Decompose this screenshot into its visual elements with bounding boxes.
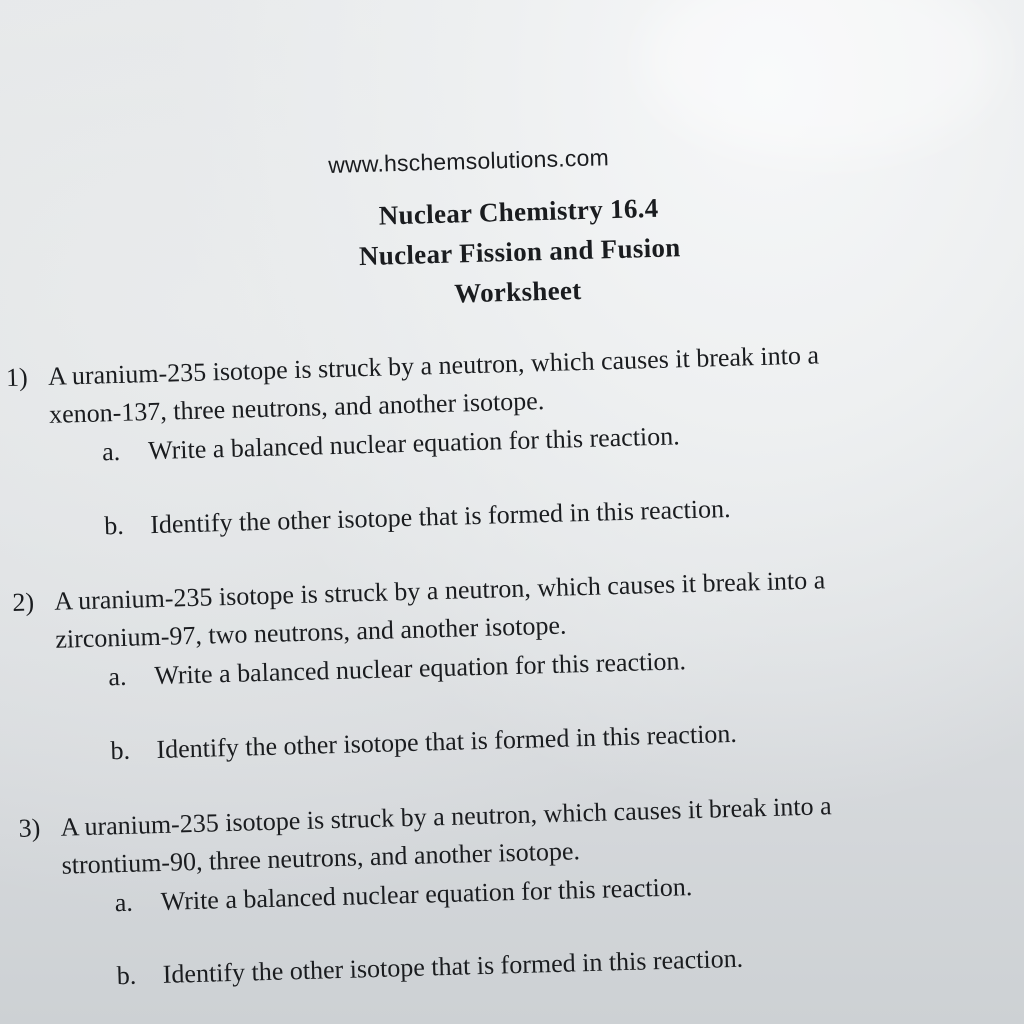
question-text-line1: A uranium-235 isotope is struck by a neutron, which causes it break into a: [53, 565, 826, 616]
question-number: 3): [18, 813, 41, 843]
part-letter: b.: [110, 735, 131, 766]
part-letter: b.: [103, 510, 125, 541]
question-number: 2): [11, 587, 35, 617]
website-url: www.hschemsolutions.com: [327, 144, 610, 178]
question-text-line2: xenon-137, three neutrons, and another isotope.: [48, 386, 545, 429]
part-letter: a.: [114, 887, 134, 918]
worksheet-title: Nuclear Chemistry 16.4: [378, 192, 659, 231]
question-number: 1): [5, 362, 29, 393]
part-text: Identify the other isotope that is formed in this reaction.: [162, 943, 744, 989]
part-letter: a.: [101, 436, 121, 467]
part-letter: b.: [116, 960, 137, 991]
worksheet-label: Worksheet: [453, 274, 582, 309]
part-text: Write a balanced nuclear equation for this reaction.: [147, 421, 681, 466]
question-text-line1: A uranium-235 isotope is struck by a neutron, which causes it break into a: [47, 340, 820, 391]
question-text-line1: A uranium-235 isotope is struck by a neutron, which causes it break into a: [60, 791, 832, 842]
part-text: Identify the other isotope that is formed in this reaction.: [156, 718, 738, 765]
question-text-line2: strontium-90, three neutrons, and another isotope.: [61, 836, 581, 880]
part-text: Identify the other isotope that is formed in this reaction.: [149, 493, 731, 540]
worksheet-subtitle: Nuclear Fission and Fusion: [358, 232, 681, 272]
question-text-line2: zirconium-97, two neutrons, and another isotope.: [54, 610, 567, 654]
part-letter: a.: [108, 661, 127, 692]
part-text: Write a balanced nuclear equation for this reaction.: [160, 872, 693, 916]
part-text: Write a balanced nuclear equation for this reaction.: [154, 646, 687, 691]
